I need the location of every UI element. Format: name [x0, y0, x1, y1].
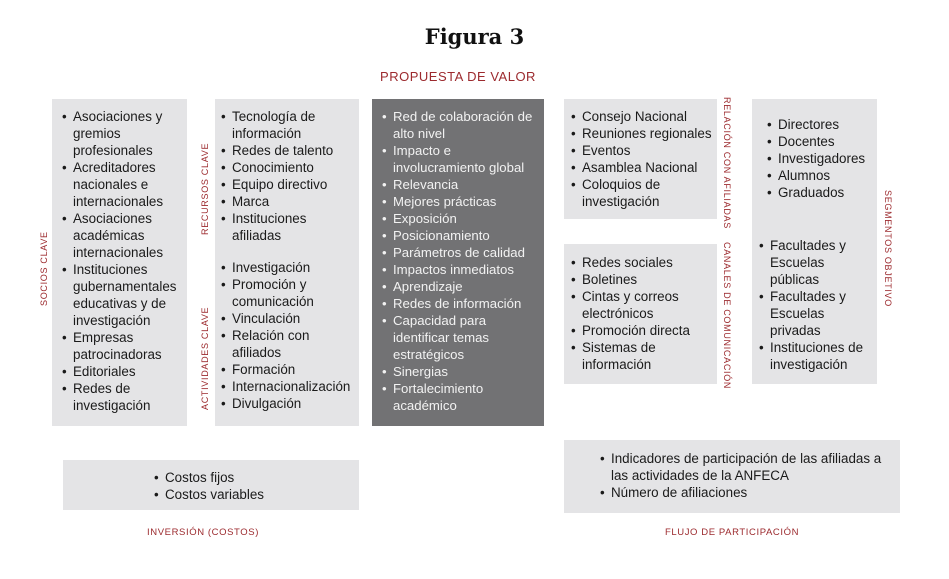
list-item: • Redes de investigación: [62, 380, 181, 414]
list-item: • Promoción y comunicación: [221, 276, 355, 310]
canales-list: [571, 254, 713, 373]
list-item: • Tecnología de información: [221, 108, 355, 142]
list-item: • Formación: [221, 361, 355, 378]
list-item: • Asamblea Nacional: [571, 159, 713, 176]
list-item: • Red de colaboración de alto nivel: [382, 108, 538, 142]
list-item: • Relación con afiliados: [221, 327, 355, 361]
list-item: • Graduados: [767, 184, 873, 201]
list-item: • Capacidad para identificar temas estratégicos: [382, 312, 538, 363]
list-item: • Asociaciones académicas internacionales: [62, 210, 181, 261]
recursos-list: [221, 108, 355, 244]
actividades-label: ACTIVIDADES CLAVE: [200, 306, 210, 410]
list-item: • Aprendizaje: [382, 278, 538, 295]
propuesta-box: [372, 99, 544, 426]
list-item: • Redes de información: [382, 295, 538, 312]
flujo-list: [600, 450, 894, 501]
socios-list: [62, 108, 181, 414]
costos-box: [63, 460, 359, 510]
list-item: • Editoriales: [62, 363, 181, 380]
list-item: • Redes sociales: [571, 254, 713, 271]
list-item: • Instituciones afiliadas: [221, 210, 355, 244]
list-item: • Consejo Nacional: [571, 108, 713, 125]
figure-title: Figura 3: [424, 24, 525, 49]
propuesta-list: [382, 108, 538, 414]
list-item: • Exposición: [382, 210, 538, 227]
list-item: • Docentes: [767, 133, 873, 150]
canales-label: CANALES DE COMUNICACIÓN: [722, 242, 732, 390]
relacion-box: [564, 99, 717, 219]
list-item: • Boletines: [571, 271, 713, 288]
list-item: • Divulgación: [221, 395, 355, 412]
list-item: • Cintas y correos electrónicos: [571, 288, 713, 322]
list-item: • Coloquios de investigación: [571, 176, 713, 210]
flujo-label: FLUJO DE PARTICIPACIÓN: [664, 527, 800, 538]
socios-label: SOCIOS CLAVE: [39, 231, 49, 306]
list-item: • Posicionamiento: [382, 227, 538, 244]
list-item: • Instituciones gubernamentales educativas y de investigación: [62, 261, 181, 329]
list-item: • Reuniones regionales: [571, 125, 713, 142]
list-item: • Mejores prácticas: [382, 193, 538, 210]
list-item: • Directores: [767, 116, 873, 133]
list-item: • Número de afiliaciones: [600, 484, 894, 501]
list-item: • Internacionalización: [221, 378, 355, 395]
list-item: • Eventos: [571, 142, 713, 159]
segmentos-box: [752, 99, 877, 384]
list-item: • Empresas patrocinadoras: [62, 329, 181, 363]
list-item: • Indicadores de participación de las afiliadas a las actividades de la ANFECA: [600, 450, 894, 484]
recursos-actividades-box: [215, 99, 359, 426]
list-item: • Conocimiento: [221, 159, 355, 176]
propuesta-label: PROPUESTA DE VALOR: [380, 69, 536, 84]
list-item: • Fortalecimiento académico: [382, 380, 538, 414]
list-item: • Instituciones de investigación: [759, 339, 873, 373]
list-item: • Facultades y Escuelas privadas: [759, 288, 873, 339]
list-item: • Relevancia: [382, 176, 538, 193]
costos-label: INVERSIÓN (COSTOS): [147, 527, 259, 538]
list-item: • Equipo directivo: [221, 176, 355, 193]
list-item: • Costos variables: [154, 486, 355, 503]
list-item: • Costos fijos: [154, 469, 355, 486]
list-item: • Sinergias: [382, 363, 538, 380]
list-item: • Asociaciones y gremios profesionales: [62, 108, 181, 159]
list-item: • Vinculación: [221, 310, 355, 327]
list-item: • Impacto e involucramiento global: [382, 142, 538, 176]
list-item: • Promoción directa: [571, 322, 713, 339]
list-item: • Facultades y Escuelas públicas: [759, 237, 873, 288]
list-item: • Investigación: [221, 259, 355, 276]
actividades-list: [221, 259, 355, 412]
list-item: • Parámetros de calidad: [382, 244, 538, 261]
list-item: • Acreditadores nacionales e internacionales: [62, 159, 181, 210]
relacion-list: [571, 108, 713, 210]
segmentos-list-b: [759, 237, 873, 373]
list-item: • Investigadores: [767, 150, 873, 167]
list-item: • Marca: [221, 193, 355, 210]
canales-box: [564, 244, 717, 384]
segmentos-label: SEGMENTOS OBJETIVO: [883, 190, 893, 307]
costos-list: [154, 469, 355, 503]
flujo-box: [564, 440, 900, 513]
list-item: • Redes de talento: [221, 142, 355, 159]
socios-box: [52, 99, 187, 426]
list-item: • Alumnos: [767, 167, 873, 184]
list-item: • Sistemas de información: [571, 339, 713, 373]
list-item: • Impactos inmediatos: [382, 261, 538, 278]
recursos-label: RECURSOS CLAVE: [200, 142, 210, 235]
segmentos-list-a: [767, 116, 873, 201]
relacion-label: RELACIÓN CON AFILIADAS: [722, 97, 732, 229]
